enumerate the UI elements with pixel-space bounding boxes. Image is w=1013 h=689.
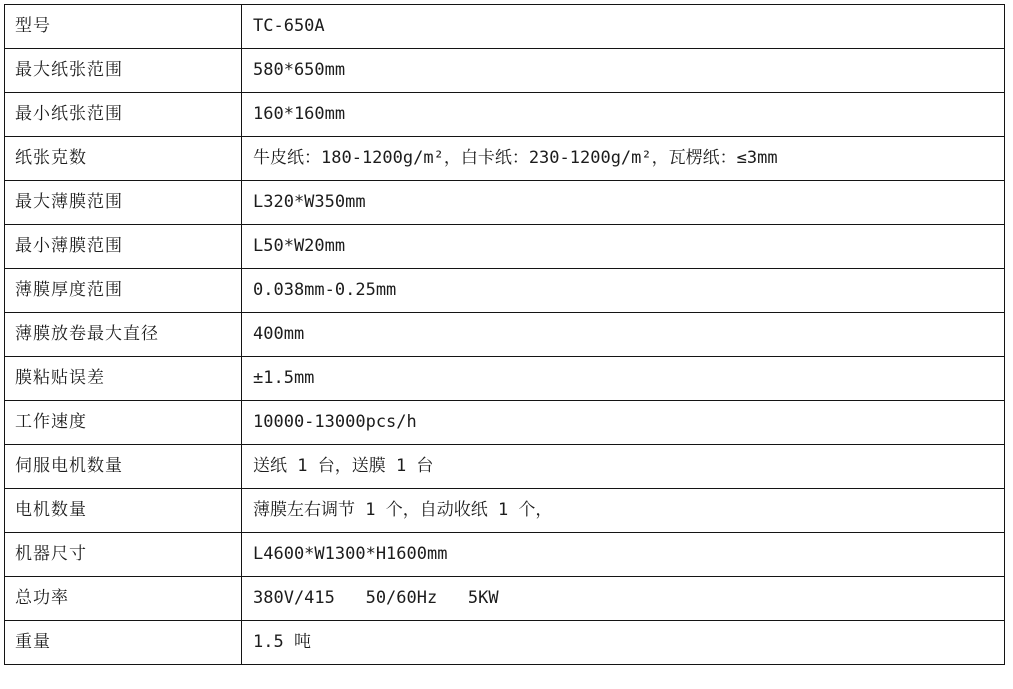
table-row — [5, 225, 1005, 269]
spec-label-max-film-size: 最大薄膜范围 — [5, 181, 242, 225]
spec-label-machine-size: 机器尺寸 — [5, 533, 242, 577]
spec-value-film-paste-error: ±1.5mm — [242, 357, 1005, 401]
spec-label-model: 型号 — [5, 5, 242, 49]
spec-label-min-paper-size: 最小纸张范围 — [5, 93, 242, 137]
spec-label-total-power: 总功率 — [5, 577, 242, 621]
spec-label-paper-weight: 纸张克数 — [5, 137, 242, 181]
spec-value-machine-size: L4600*W1300*H1600mm — [242, 533, 1005, 577]
table-row — [5, 401, 1005, 445]
spec-table — [4, 4, 1005, 665]
spec-label-film-thickness: 薄膜厚度范围 — [5, 269, 242, 313]
table-row — [5, 269, 1005, 313]
spec-value-min-film-size: L50*W20mm — [242, 225, 1005, 269]
spec-value-film-roll-diameter: 400mm — [242, 313, 1005, 357]
table-row — [5, 5, 1005, 49]
spec-label-motor-count: 电机数量 — [5, 489, 242, 533]
spec-label-max-paper-size: 最大纸张范围 — [5, 49, 242, 93]
spec-value-min-paper-size: 160*160mm — [242, 93, 1005, 137]
table-row — [5, 93, 1005, 137]
table-row — [5, 621, 1005, 665]
table-row — [5, 489, 1005, 533]
spec-label-film-paste-error: 膜粘贴误差 — [5, 357, 242, 401]
spec-value-max-paper-size: 580*650mm — [242, 49, 1005, 93]
table-row — [5, 533, 1005, 577]
spec-label-servo-motor-count: 伺服电机数量 — [5, 445, 242, 489]
table-row — [5, 445, 1005, 489]
table-row — [5, 357, 1005, 401]
spec-value-working-speed: 10000-13000pcs/h — [242, 401, 1005, 445]
spec-label-weight: 重量 — [5, 621, 242, 665]
spec-value-total-power: 380V/415 50/60Hz 5KW — [242, 577, 1005, 621]
spec-table-body — [5, 5, 1005, 665]
table-row — [5, 49, 1005, 93]
spec-label-working-speed: 工作速度 — [5, 401, 242, 445]
spec-value-motor-count: 薄膜左右调节 1 个，自动收纸 1 个， — [242, 489, 1005, 533]
spec-value-model: TC-650A — [242, 5, 1005, 49]
spec-value-max-film-size: L320*W350mm — [242, 181, 1005, 225]
table-row — [5, 181, 1005, 225]
table-row — [5, 577, 1005, 621]
spec-value-weight: 1.5 吨 — [242, 621, 1005, 665]
spec-value-film-thickness: 0.038mm-0.25mm — [242, 269, 1005, 313]
spec-label-min-film-size: 最小薄膜范围 — [5, 225, 242, 269]
spec-label-film-roll-diameter: 薄膜放卷最大直径 — [5, 313, 242, 357]
spec-value-paper-weight: 牛皮纸：180-1200g/m²，白卡纸：230-1200g/m²，瓦楞纸：≤3mm — [242, 137, 1005, 181]
table-row — [5, 313, 1005, 357]
table-row — [5, 137, 1005, 181]
spec-value-servo-motor-count: 送纸 1 台，送膜 1 台 — [242, 445, 1005, 489]
